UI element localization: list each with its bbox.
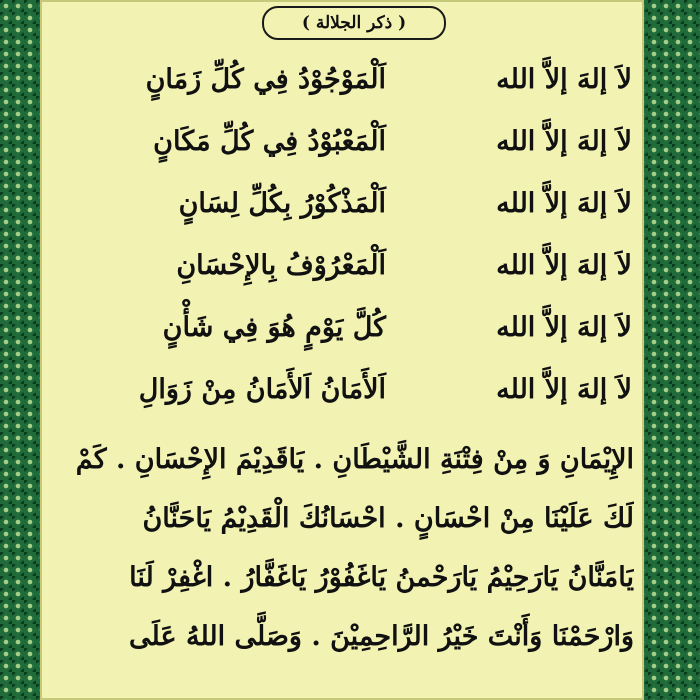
paragraph-line: وَارْحَمْنَا وَأَنْتَ خَيْرُ الرَّاحِمِيْنَ . وَصَلَّى اللهُ عَلَى <box>129 621 634 652</box>
page-title: ( ذكر الجلالة ) <box>262 6 446 40</box>
document-page <box>40 0 644 700</box>
phrase-text: كُلَّ يَوْمٍ هُوَ فِي شَأْنٍ <box>162 312 386 343</box>
phrase-text: اَلْمَوْجُوْدُ فِي كُلِّ زَمَانٍ <box>145 64 386 95</box>
phrase-text: اَلأَمَانُ اَلأَمَانُ مِنْ زَوَالِ <box>138 374 386 405</box>
phrase-text: اَلْمَذْكُوْرُ بِكُلِّ لِسَانٍ <box>178 188 386 219</box>
dhikr-row <box>40 244 644 294</box>
tahlil-text: لاَ إلهَ إلاَّ الله <box>496 126 632 157</box>
paragraph-line: لَكَ عَلَيْنَا مِنْ احْسَانٍ . احْسَانُكَ الْقَدِيْمُ يَاحَنَّانُ <box>142 503 634 534</box>
prayer-paragraph <box>50 430 634 666</box>
tahlil-text: لاَ إلهَ إلاَّ الله <box>496 250 632 281</box>
tahlil-text: لاَ إلهَ إلاَّ الله <box>496 312 632 343</box>
dhikr-row <box>40 306 644 356</box>
phrase-text: اَلْمَعْبُوْدُ فِي كُلِّ مَكَانٍ <box>153 126 386 157</box>
dhikr-row <box>40 58 644 108</box>
dhikr-row <box>40 182 644 232</box>
paragraph-line: يَامَنَّانُ يَارَحِيْمُ يَارَحْمنُ يَاغَفُوْرُ يَاغَفَّارُ . اغْفِرْ لَنَا <box>129 562 634 593</box>
tahlil-text: لاَ إلهَ إلاَّ الله <box>496 188 632 219</box>
tahlil-text: لاَ إلهَ إلاَّ الله <box>496 374 632 405</box>
dhikr-row <box>40 120 644 170</box>
tahlil-text: لاَ إلهَ إلاَّ الله <box>496 64 632 95</box>
phrase-text: اَلْمَعْرُوْفُ بِالإِحْسَانِ <box>176 250 386 281</box>
dhikr-row <box>40 368 644 418</box>
paragraph-line: الإِيْمَانِ وَ مِنْ فِتْنَةِ الشَّيْطَانِ . يَاقَدِيْمَ الإِحْسَانِ . كَمْ <box>75 444 634 475</box>
